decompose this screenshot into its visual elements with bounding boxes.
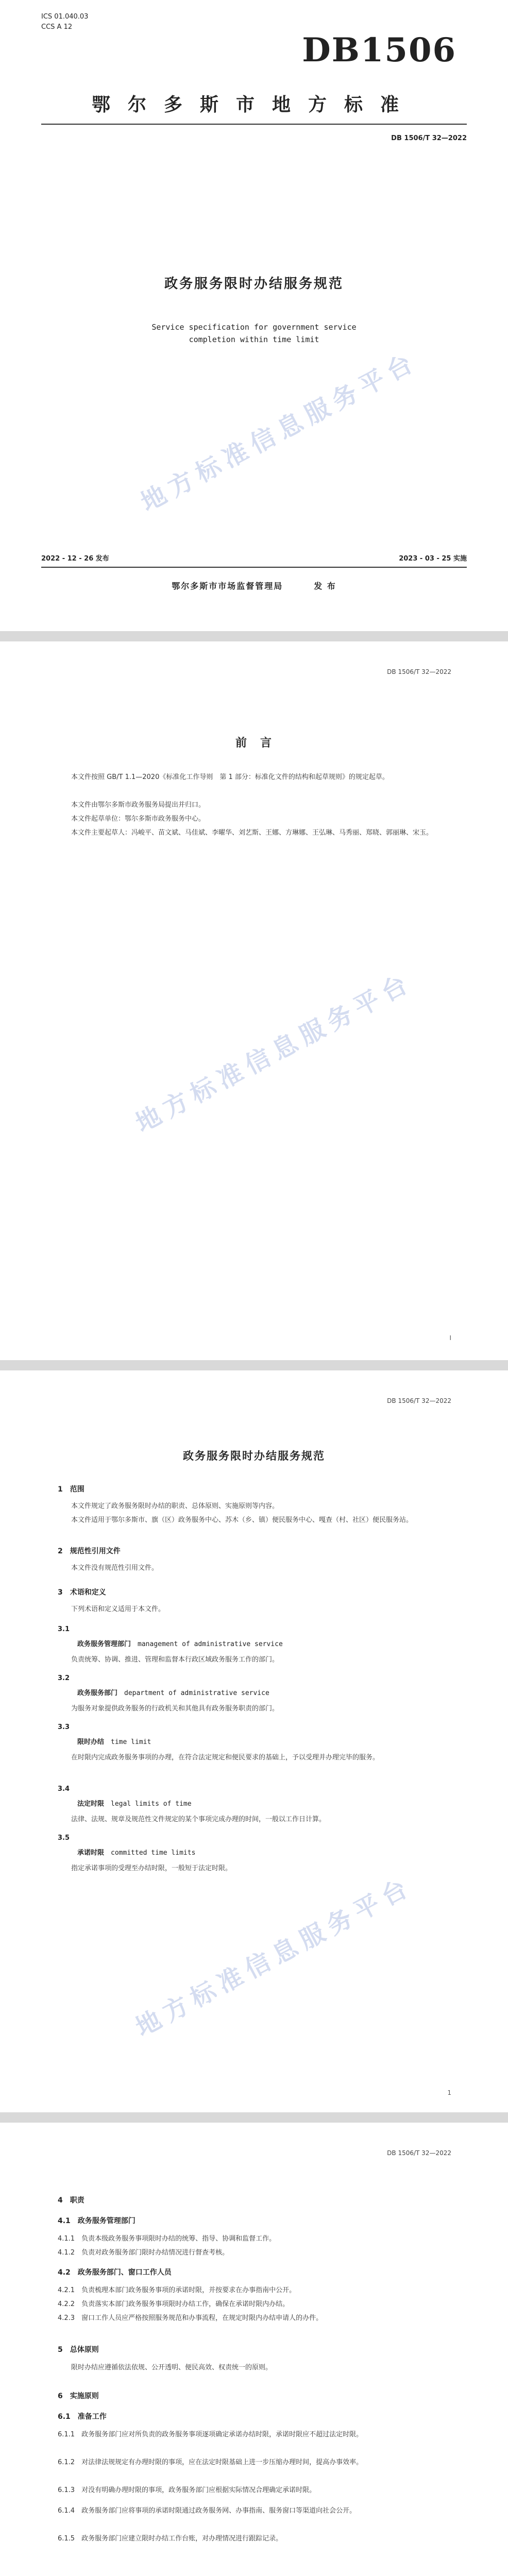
db-logo: DB	[302, 31, 361, 70]
s42-para-1: 4.2.1 负责梳理本部门政务服务事项的承诺时限，并按要求在办事指南中公开。	[58, 2286, 296, 2294]
section-2: 2 规范性引用文件	[58, 1547, 121, 1555]
section-6: 6 实施原则	[58, 2392, 99, 2400]
s61-para-4: 6.1.4 政务服务部门应将事项的承诺时限通过政务服务网、办事指南、服务窗口等渠道向社会公开。	[58, 2507, 357, 2515]
term-zh-text: 法定时限	[77, 1800, 105, 1808]
preface-title: 前 言	[235, 737, 273, 750]
term-zh	[77, 1736, 151, 1746]
region-title: 鄂尔多斯市地方标准	[91, 94, 416, 115]
std-number-digits: 1506	[360, 31, 456, 70]
s1-para-1: 本文件规定了政务服务限时办结的职责、总体原则、实施原则等内容。	[71, 1502, 279, 1510]
title-zh: 政务服务限时办结服务规范	[164, 276, 344, 292]
term-num: 3.3	[58, 1723, 70, 1731]
s1-para-2: 本文件适用于鄂尔多斯市、旗（区）政务服务中心、苏木（乡、镇）便民服务中心、嘎查（村、社区）便民服务站。	[71, 1516, 413, 1524]
term-en: management of administrative service	[138, 1640, 283, 1648]
cover-page	[0, 0, 508, 631]
term-en: department of administrative service	[124, 1689, 269, 1697]
std-number	[302, 31, 456, 70]
term-num: 3.4	[58, 1785, 70, 1793]
term-num: 3.5	[58, 1834, 70, 1842]
term-zh	[77, 1638, 283, 1648]
preface-page	[0, 641, 508, 1360]
s61-para-5: 6.1.5 政务服务部门应建立限时办结工作台账，对办理情况进行跟踪记录。	[58, 2535, 283, 2543]
impl-date: 2023 - 03 - 25 实施	[399, 555, 467, 563]
preface-para-2: 本文件由鄂尔多斯市政务服务局提出并归口。	[71, 801, 206, 809]
issuer: 鄂尔多斯市市场监督管理局	[172, 581, 283, 591]
term-num: 3.2	[58, 1674, 70, 1682]
header-code: DB 1506/T 32—2022	[387, 2149, 451, 2157]
s41-para-1: 4.1.1 负责本级政务服务事项限时办结的统筹、指导、协调和监督工作。	[58, 2235, 276, 2243]
section-6-1: 6.1 准备工作	[58, 2413, 107, 2421]
header-code: DB 1506/T 32—2022	[387, 1397, 451, 1404]
section-4-2: 4.2 政务服务部门、窗口工作人员	[58, 2268, 172, 2277]
issuer-line	[0, 580, 508, 591]
term-zh	[77, 1687, 269, 1697]
ccs-code: CCS A 12	[41, 23, 73, 31]
term-zh-text: 承诺时限	[77, 1849, 105, 1857]
title-en-2: completion within time limit	[189, 335, 319, 344]
watermark: 地方标准信息服务平台	[131, 967, 418, 1139]
preface-para-3: 本文件起草单位：鄂尔多斯市政务服务中心。	[71, 815, 206, 823]
s42-para-3: 4.2.3 窗口工作人员应严格按照服务规范和办事流程，在规定时限内办结申请人的办件。	[58, 2314, 323, 2322]
page-number: 1	[447, 2089, 451, 2096]
section-1: 1 范围	[58, 1485, 84, 1494]
s5-para-1: 限时办结应遵循依法依规、公开透明、便民高效、权责统一的原则。	[71, 2364, 273, 2371]
preface-para-1: 本文件按照 GB/T 1.1—2020《标准化工作导则 第 1 部分：标准化文件的结构和起草规则》的规定起草。	[71, 773, 389, 781]
ics-code: ICS 01.040.03	[41, 13, 89, 21]
term-zh	[77, 1847, 195, 1857]
top-rule	[41, 124, 467, 125]
section-4: 4 职责	[58, 2196, 84, 2205]
term-def: 指定承诺事项的受理至办结时限，一般短于法定时限。	[71, 1865, 232, 1872]
bottom-rule	[41, 567, 467, 568]
main-title: 政务服务限时办结服务规范	[183, 1450, 325, 1462]
s3-intro: 下列术语和定义适用于本文件。	[71, 1605, 165, 1613]
term-en: legal limits of time	[111, 1800, 192, 1808]
header-code: DB 1506/T 32—2022	[387, 668, 451, 675]
watermark: 地方标准信息服务平台	[131, 1871, 418, 2043]
issue-word: 发 布	[314, 581, 336, 591]
term-en: committed time limits	[111, 1849, 196, 1857]
watermark: 地方标准信息服务平台	[136, 346, 423, 518]
section-4-1: 4.1 政务服务管理部门	[58, 2217, 136, 2225]
page-number: I	[449, 1334, 451, 1342]
term-zh	[77, 1798, 192, 1808]
section-3: 3 术语和定义	[58, 1588, 106, 1597]
main-page-1	[0, 1370, 508, 2112]
s61-para-2: 6.1.2 对法律法规规定有办理时限的事项，应在法定时限基础上进一步压缩办理时间，提高办事效率。	[58, 2459, 363, 2466]
publish-date: 2022 - 12 - 26 发布	[41, 555, 109, 563]
s41-para-2: 4.1.2 负责对政务服务部门限时办结情况进行督查考核。	[58, 2249, 229, 2257]
main-page-2	[0, 2123, 508, 2576]
s2-para-1: 本文件没有规范性引用文件。	[71, 1564, 159, 1572]
section-5: 5 总体原则	[58, 2346, 99, 2354]
term-en: time limit	[111, 1738, 151, 1746]
term-zh-text: 政务服务管理部门	[77, 1640, 131, 1648]
title-en-1: Service specification for government service	[151, 323, 357, 332]
term-zh-text: 限时办结	[77, 1738, 105, 1746]
preface-para-4: 本文件主要起草人：冯峻平、苗文斌、马佳斌、李曜华、刘艺斯、王娜、方琳娜、王弘琳、马秀丽、郑晓、郭丽琳、宋玉。	[71, 829, 433, 837]
std-code: DB 1506/T 32—2022	[391, 134, 467, 142]
term-def: 负责统筹、协调、推进、管理和监督本行政区域政务服务工作的部门。	[71, 1656, 279, 1664]
s42-para-2: 4.2.2 负责落实本部门政务服务事项限时办结工作，确保在承诺时限内办结。	[58, 2300, 290, 2308]
term-def: 在时限内完成政务服务事项的办理，在符合法定规定和便民要求的基础上，予以受理并办理完毕的服务。	[71, 1754, 380, 1761]
term-zh-text: 政务服务部门	[77, 1689, 118, 1697]
s61-para-1: 6.1.1 政务服务部门应对所负责的政务服务事项逐项确定承诺办结时限，承诺时限应不超过法定时限。	[58, 2431, 363, 2438]
s61-para-3: 6.1.3 对没有明确办理时限的事项，政务服务部门应根据实际情况合理确定承诺时限。	[58, 2486, 316, 2494]
term-num: 3.1	[58, 1625, 70, 1633]
term-def: 法律、法规、规章及规范性文件规定的某个事项完成办理的时间，一般以工作日计算。	[71, 1816, 326, 1823]
term-def: 为服务对象提供政务服务的行政机关和其他具有政务服务职责的部门。	[71, 1705, 279, 1713]
